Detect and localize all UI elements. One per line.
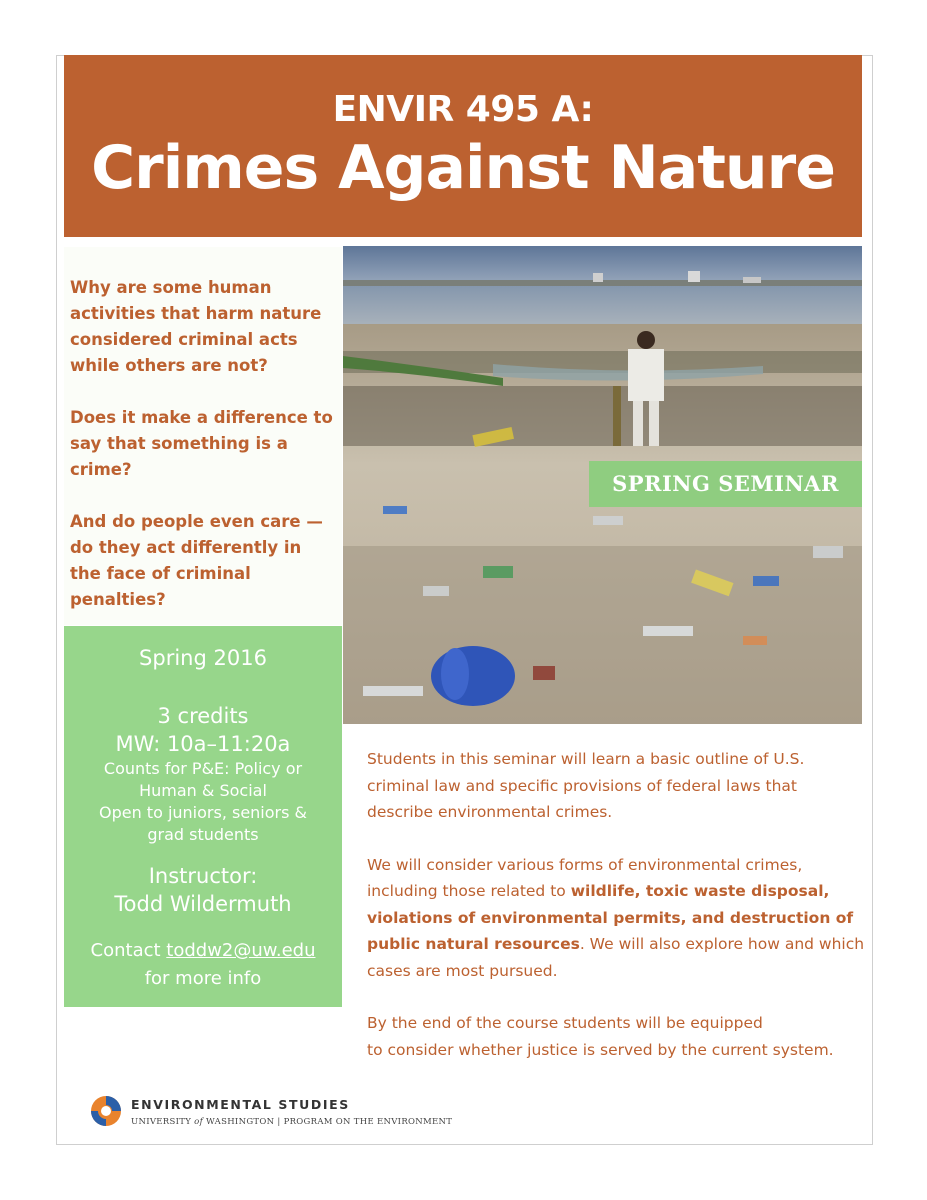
instructor-block: [64, 862, 342, 918]
course-code: ENVIR 495 A:: [332, 89, 594, 130]
question-panel: [64, 247, 342, 625]
credits-block: [64, 702, 342, 846]
contact-email-link[interactable]: toddw2@uw.edu: [166, 940, 316, 961]
open-line-1: Open to juniors, seniors &: [98, 803, 308, 822]
course-info-panel: [64, 626, 342, 1007]
question-3: And do people even care — do they act differently in the face of criminal penalties?: [70, 512, 323, 609]
footer-branding: [90, 1093, 490, 1133]
p2-end: . We will also explore how and which cases are most pursued.: [367, 935, 865, 980]
description-paragraph-3: [367, 1010, 867, 1063]
counts-line-2: Human & Social: [139, 781, 267, 800]
instructor-name: Todd Wildermuth: [114, 892, 292, 916]
open-line-2: grad students: [147, 825, 259, 844]
spring-seminar-badge: SPRING SEMINAR: [589, 461, 862, 507]
term-label: Spring 2016: [139, 646, 267, 670]
p2-bold-topics: wildlife, toxic waste disposal, violations of environmental permits, and destruction of public natural resources: [367, 882, 854, 953]
course-description: [367, 746, 867, 1089]
org-subtitle: UNIVERSITY of WASHINGTON | PROGRAM ON THE ENVIRONMENT: [131, 1117, 453, 1127]
question-1: Why are some human activities that harm nature considered criminal acts while others are not?: [70, 278, 322, 375]
schedule-label: MW: 10a–11:20a: [115, 732, 291, 756]
instructor-label: Instructor:: [148, 864, 258, 888]
description-paragraph-2: [367, 852, 867, 985]
environmental-studies-logo-icon: [90, 1095, 122, 1127]
contact-block: [64, 937, 342, 993]
p2-start: We will consider various forms of environmental crimes, including those related to: [367, 855, 803, 900]
p3-line-1: By the end of the course students will be equipped: [367, 1014, 763, 1032]
p3-line-2: to consider whether justice is served by the current system.: [367, 1040, 834, 1059]
credits-label: 3 credits: [157, 704, 249, 728]
poster-header: [64, 55, 862, 237]
course-title: Crimes Against Nature: [91, 133, 835, 203]
org-name: ENVIRONMENTAL STUDIES: [131, 1097, 350, 1112]
description-paragraph-1: Students in this seminar will learn a basic outline of U.S. criminal law and specific provisions of federal laws that describe environmental crimes.: [367, 750, 805, 821]
question-2: Does it make a difference to say that something is a crime?: [70, 408, 333, 479]
contact-suffix: for more info: [144, 968, 262, 989]
counts-line-1: Counts for P&E: Policy or: [103, 759, 303, 778]
contact-prefix: Contact: [90, 940, 161, 961]
